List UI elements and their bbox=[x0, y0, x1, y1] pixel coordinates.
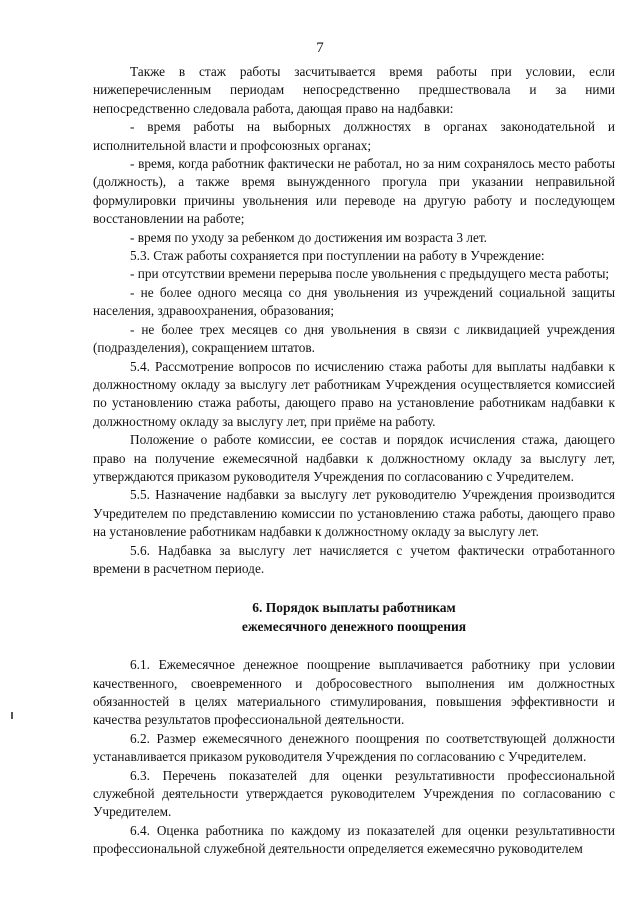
section-heading-line: ежемесячного денежного поощрения bbox=[241, 618, 467, 634]
paragraph: - время, когда работник фактически не работал, но за ним сохранялось место работы (должность), а также время вынужденного прогула при указании неправильной формулировки причины увольнения или переводе на другую работу и последующем восстановлении на работе; bbox=[93, 156, 615, 227]
paragraph: Также в стаж работы засчитывается время работы при условии, если нижеперечисленным периодам непосредственно предшествовала и за ними непосредственно следовала работа, дающая право на надбавки: bbox=[93, 64, 615, 116]
paragraph: - не более трех месяцев со дня увольнения в связи с ликвидацией учреждения (подразделения), сокращением штатов. bbox=[93, 321, 615, 356]
paragraph: Положение о работе комиссии, ее состав и порядок исчисления стажа, дающего право на получение ежемесячной надбавки к должностному окладу за выслугу лет, утверждаются приказом руководителя Учреждения по согласованию с Учредителем. bbox=[93, 432, 615, 484]
paragraph: - при отсутствии времени перерыва после увольнения с предыдущего места работы; bbox=[130, 266, 610, 282]
paragraph: 5.4. Рассмотрение вопросов по исчислению стажа работы для выплаты надбавки к должностному окладу за выслугу лет работникам Учреждения осуществляется комиссией по установлению стажа работы, дающего право на установление работникам надбавки к должностному окладу за выслугу лет, при приёме на работу. bbox=[93, 358, 615, 429]
page-number: 7 bbox=[316, 40, 324, 56]
paragraph: 5.6. Надбавка за выслугу лет начисляется с учетом фактически отработанного времени в расчетном периоде. bbox=[93, 542, 615, 576]
paragraph: 5.5. Назначение надбавки за выслугу лет руководителю Учреждения производится Учредителем по представлению комиссии по установлению стажа работы, дающего право на установление работникам надбавки к должностному окладу за выслугу лет. bbox=[93, 487, 615, 540]
paragraph: 6.1. Ежемесячное денежное поощрение выплачивается работнику при условии качественного, своевременного и добросовестного выполнения им должностных обязанностей в целях материального стимулирования, повышения эффективности и качества результатов профессиональной деятельности. bbox=[93, 657, 615, 728]
section-heading-line: 6. Порядок выплаты работникам bbox=[252, 600, 456, 616]
section-heading bbox=[93, 599, 615, 636]
paragraph: 6.4. Оценка работника по каждому из показателей для оценки результативности профессиональной служебной деятельности определяется ежемесячно руководителем bbox=[93, 822, 615, 857]
paragraph: 5.3. Стаж работы сохраняется при поступлении на работу в Учреждение: bbox=[130, 248, 545, 264]
paragraph: 6.2. Размер ежемесячного денежного поощрения по соответствующей должности устанавливается приказом руководителя Учреждения по согласованию с Учредителем. bbox=[93, 730, 615, 765]
paragraph: - не более одного месяца со дня увольнения из учреждений социальной защиты населения, здравоохранения, образования; bbox=[93, 284, 615, 319]
document-body bbox=[93, 63, 615, 859]
paragraph: - время по уходу за ребенком до достижения им возраста 3 лет. bbox=[130, 229, 488, 245]
paragraph: - время работы на выборных должностях в органах законодательной и исполнительной власти и профсоюзных органах; bbox=[93, 119, 615, 153]
margin-mark bbox=[11, 712, 13, 719]
paragraph: 6.3. Перечень показателей для оценки результативности профессиональной служебной деятельности утверждается руководителем Учреждения по согласованию с Учредителем. bbox=[93, 767, 615, 820]
